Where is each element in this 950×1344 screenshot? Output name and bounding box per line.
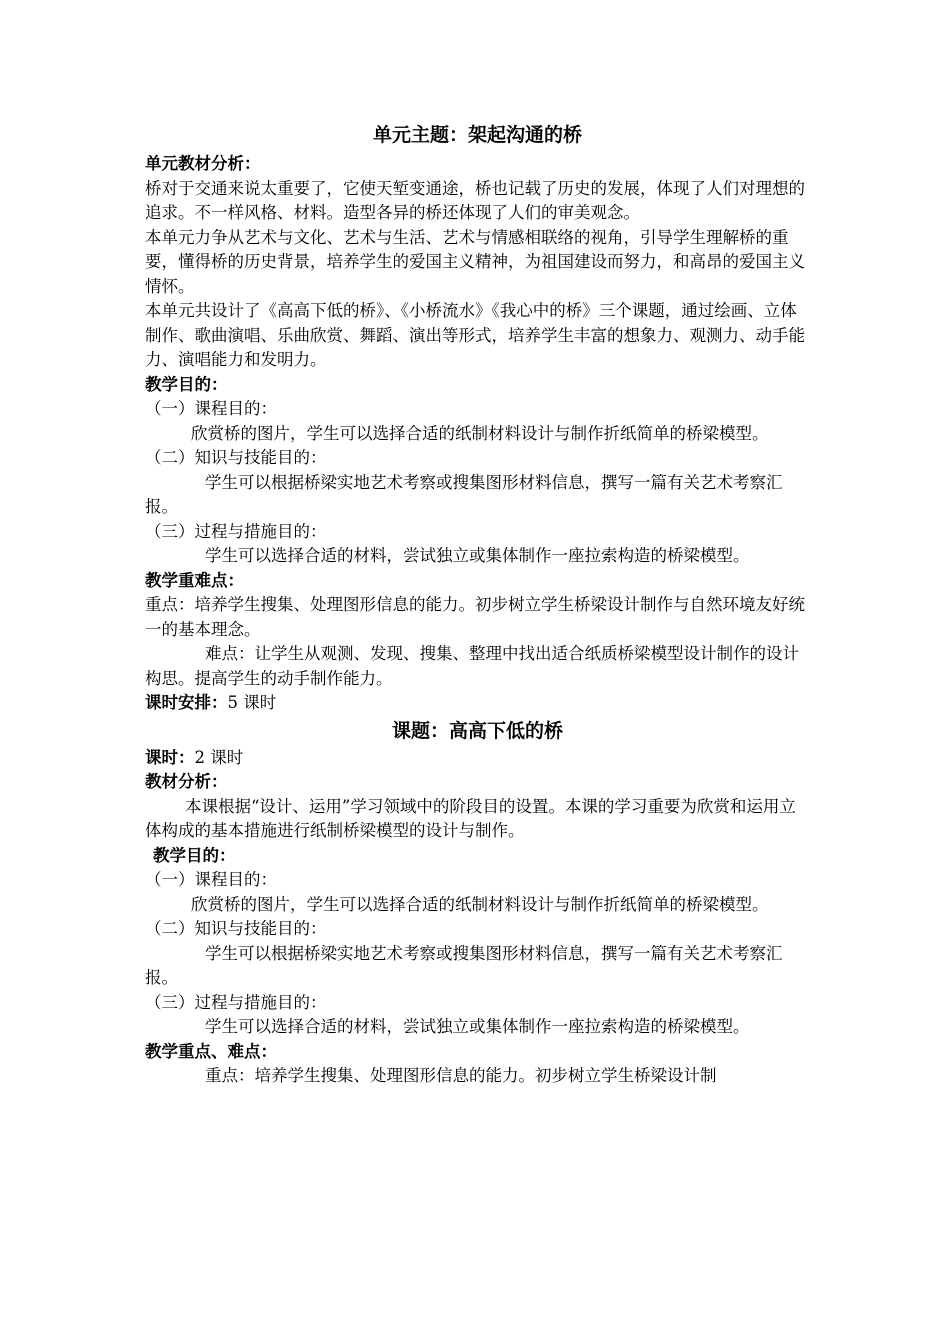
lesson-keypoints-heading: 教学重点、难点： bbox=[145, 1041, 277, 1061]
lesson-goal-3-label: （三）过程与措施目的： bbox=[145, 992, 327, 1012]
analysis-paragraph-2: 本单元力争从艺术与文化、艺术与生活、艺术与情感相联络的视角，引导学生理解桥的重要，懂得桥的历史背景，培养学生的爱国主义精神，为祖国建设而努力，和高昂的爱国主义情怀。 bbox=[145, 227, 805, 296]
lesson-analysis-text: 本课根据“设计、运用”学习领域中的阶段目的设置。本课的学习重要为欣赏和运用立体构成的基本措施进行纸制桥梁模型的设计与制作。 bbox=[145, 796, 796, 840]
key-point-text: 重点：培养学生搜集、处理图形信息的能力。初步树立学生桥梁设计制作与自然环境友好统一的基本理念。 bbox=[145, 595, 805, 639]
analysis-paragraph-1: 桥对于交通来说太重要了，它使天堑变通途，桥也记载了历史的发展，体现了人们对理想的追求。不一样风格、材料。造型各异的桥还体现了人们的审美观念。 bbox=[145, 178, 805, 222]
lesson-hours-line bbox=[145, 746, 810, 771]
lesson-hours-value: 2 课时 bbox=[194, 747, 244, 767]
goal-3-label: （三）过程与措施目的： bbox=[145, 521, 327, 541]
goal-1-label: （一）课程目的： bbox=[145, 399, 277, 418]
lesson-goal-2-label: （二）知识与技能目的： bbox=[145, 919, 327, 938]
analysis-paragraph-3: 本单元共设计了《高高下低的桥》、《小桥流水》《我心中的桥》三个课题，通过绘画、立体制作、歌曲演唱、乐曲欣赏、舞蹈、演出等形式，培养学生丰富的想象力、观测力、动手能力、演唱能力和发明力。 bbox=[145, 301, 805, 369]
keypoints-heading: 教学重难点： bbox=[145, 570, 244, 590]
document-page bbox=[145, 118, 810, 1089]
unit-title: 单元主题：架起沟通的桥 bbox=[372, 124, 582, 146]
lesson-goals-heading: 教学目的： bbox=[153, 845, 236, 865]
goal-2-text: 学生可以根据桥梁实地艺术考察或搜集图形材料信息，撰写一篇有关艺术考察汇报。 bbox=[145, 472, 783, 516]
lesson-key-point-text: 重点：培养学生搜集、处理图形信息的能力。初步树立学生桥梁设计制 bbox=[205, 1066, 717, 1085]
goal-3-text: 学生可以选择合适的材料，尝试独立或集体制作一座拉索构造的桥梁模型。 bbox=[205, 546, 750, 565]
goal-2-label: （二）知识与技能目的： bbox=[145, 448, 327, 467]
difficult-point-text: 难点：让学生从观测、发现、搜集、整理中找出适合纸质桥梁模型设计制作的设计构思。提高学生的动手制作能力。 bbox=[145, 644, 799, 688]
lesson-goal-1-text: 欣赏桥的图片，学生可以选择合适的纸制材料设计与制作折纸简单的桥梁模型。 bbox=[191, 894, 769, 914]
schedule-line bbox=[145, 691, 810, 716]
goals-heading: 教学目的： bbox=[145, 374, 228, 394]
analysis-heading: 单元教材分析： bbox=[145, 154, 261, 173]
lesson-analysis-heading: 教材分析： bbox=[145, 772, 228, 791]
lesson-title: 课题：高高下低的桥 bbox=[391, 719, 563, 742]
lesson-hours-label: 课时： bbox=[145, 747, 195, 767]
goal-1-text: 欣赏桥的图片，学生可以选择合适的纸制材料设计与制作折纸简单的桥梁模型。 bbox=[191, 423, 769, 443]
schedule-value: 5 课时 bbox=[227, 693, 277, 712]
lesson-goal-1-label: （一）课程目的： bbox=[145, 870, 277, 889]
lesson-goal-3-text: 学生可以选择合适的材料，尝试独立或集体制作一座拉索构造的桥梁模型。 bbox=[205, 1017, 750, 1036]
lesson-goal-2-text: 学生可以根据桥梁实地艺术考察或搜集图形材料信息，撰写一篇有关艺术考察汇报。 bbox=[145, 943, 783, 987]
schedule-label: 课时安排： bbox=[145, 693, 228, 712]
